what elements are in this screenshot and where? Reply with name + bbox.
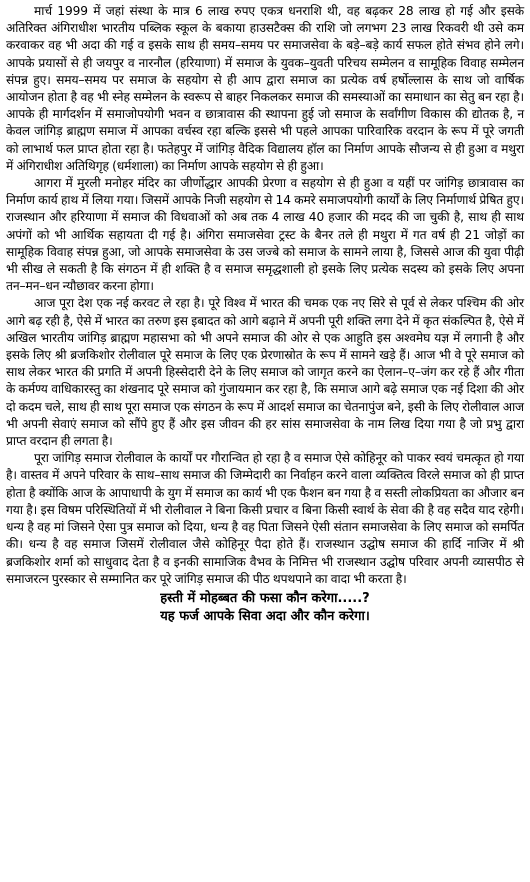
article-paragraph-2: आगरा में मुरली मनोहर मंदिर का जीर्णोद्धार आपकी प्रेरणा व सहयोग से ही हुआ व यहीं पर जांगिड़ छात्रावास का निर्माण कार्य हाथ में लिया गया। जिसमें आपके निजी सहयोग से 14 कमरे समाजपयोगी कार्यों के लिए निर्माणार्थ प्रेषित हुए। राजस्थान और हरियाणा में समाज की विधवाओं को अब तक 4 लाख 40 हजार की मदद की जा चुकी है, साथ ही साथ अपंगों को भी आर्थिक सहायता दी गई है। अंगिरा समाजसेवा ट्रस्ट के बैनर तले ही मथुरा में गत वर्ष ही 21 जोड़ों का सामूहिक विवाह संपन्न हुआ, जो आपके समाजसेवा के उस जज्बे को समाज के सामने लाया है, जिससे आज की युवा पीढ़ी भी सीख ले सकती है कि संगठन में ही शक्ति है व समाज समृद्धशाली हो इसके लिए प्रत्येक सदस्य को इसके लिए अपना तन–मन–धन न्यौछावर करना होगा। — [6, 176, 524, 294]
closing-line-1: हस्ती में मोहब्बत की फसा कौन करेगा.....? — [160, 590, 370, 606]
article-paragraph-1: मार्च 1999 में जहां संस्था के मात्र 6 लाख रुपए एकत्र धनराशि थी, वह बढ़कर 28 लाख हो गई और इसके अतिरिक्त अंगिराधीश भारतीय पब्लिक स्कूल के बकाया हाउसटैक्स की राशि जो लगभग 23 लाख रिकवरी थी उसे कम करवाकर वह भी अदा की गई व इसके साथ ही समय–समय पर समाजसेवा के बड़े–बड़े कार्य सफल होते संभव होने लगे। आपके प्रयासों से ही जयपुर व नारनौल (हरियाणा) में समाज के युवक–युवती परिचय सम्मेलन व सामूहिक विवाह सम्मेलन संपन्न हुए। समय–समय पर समाज के सहयोग से ही आप द्वारा समाज का प्रत्येक वर्ष हर्षोल्लास के साथ जो वार्षिक आयोजन होता है वह भी स्नेह सम्मेलन के स्वरूप से बाहर निकलकर समाज की समस्याओं का समाधान का सेतु बन रहा है। आपके ही मार्गदर्शन में समाजोपयोगी भवन व छात्रावास की स्थापना हुई जो समाज के सर्वांगीण विकास की द्योतक है, न केवल जांगिड़ ब्राह्मण समाज में आपका वर्चस्व रहा बल्कि इससे भी पहले आपका पारिवारिक वरदान के रूप में पूरे जगती को लाभार्थ फल प्राप्त होता रहा है। फतेहपुर में जांगिड़ वैदिक विद्यालय हॉल का निर्माण आपके सौजन्य से ही हुआ व मथुरा में अंगिराधीश अतिथिगृह (धर्मशाला) का निर्माण आपके सहयोग से ही हुआ। — [6, 4, 524, 173]
article-paragraph-4: पूरा जांगिड़ समाज रोलीवाल के कार्यों पर गौरान्वित हो रहा है व समाज ऐसे कोहिनूर को पाकर स्वयं चमत्कृत हो गया है। वास्तव में अपने परिवार के साथ–साथ समाज की जिम्मेदारी का निर्वाहन करने वाला व्यक्तित्व विरले समाज को ही प्राप्त होता है क्योंकि आज के आपाधापी के युग में समाज का कार्य भी एक फैशन बन गया है व सस्ती लोकप्रियता का औजार बन गया है। इस विषम परिस्थितियों में भी रोलीवाल ने बिना किसी प्रचार व बिना किसी स्वार्थ के सेवा की है वह सदैव याद रहेगी। धन्य है वह मां जिसने ऐसा पुत्र समाज को दिया, धन्य है वह पिता जिसने ऐसी संतान समाजसेवा के लिए समाज को समर्पित की। धन्य है वह समाज जिसमें रोलीवाल जैसे कोहिनूर पैदा होते हैं। राजस्थान उद्घोष समाज की हार्दि नाजिर में श्री ब्रजकिशोर शर्मा को साधुवाद देता है व इनकी सामाजिक वैभव के निमित्त भी राजस्थान उद्घोष परिवार अपनी व्यासपीठ से समाजरत्न पुरस्कार से सम्मानित कर पूरे जांगिड़ समाज की पीठ थपथपाने का वादा भी करता है। — [6, 451, 524, 586]
article-paragraph-3: आज पूरा देश एक नई करवट ले रहा है। पूरे विश्व में भारत की चमक एक नए सिरे से पूर्व से लेकर पश्चिम की ओर आगे बढ़ रही है, ऐसे में भारत का तरुण इस इबादत को आगे बढ़ाने में अपनी पूरी शक्ति लगा देने में कृत संकल्पित है, ऐसे में अखिल भारतीय जांगिड़ ब्राह्मण महासभा को भी अपने समाज की ओर से एक आहुति इस अश्वमेघ यज्ञ में लगानी है और इसके लिए श्री ब्रजकिशोर रोलीवाल पूरे समाज के लिए एक प्रेरणास्रोत के रूप में सामने खड़े हैं। आज भी वे पूरे समाज को साथ लेकर भारत की प्रगति में अपनी हिस्सेदारी देने के लिए समाज को जागृत करने का ऐलान–ए–जंग कर रहे हैं और गीता के कर्मण्य वाधिकारस्तु का शंखनाद पूरे समाज को गुंजायमान कर रहा है, कि समाज आगे बढ़े समाज एक नई दिशा की ओर दो कदम चले, साथ ही साथ पूरा समाज एक संगठन के रूप में आदर्श समाज का चेतनापुंज बने, इसी के लिए रोलीवाल आज भी अपनी सेवाएं समाज को सौंपे हुए हैं और इस जीवन की हर सांस समाजसेवा के नाम लिख दिया गया है जो प्रभु द्वारा प्राप्त वरदान ही लगता है। — [6, 296, 525, 449]
closing-couplet — [6, 590, 524, 626]
closing-line-2: यह फर्ज आपके सिवा अदा और कौन करेगा। — [160, 608, 370, 624]
